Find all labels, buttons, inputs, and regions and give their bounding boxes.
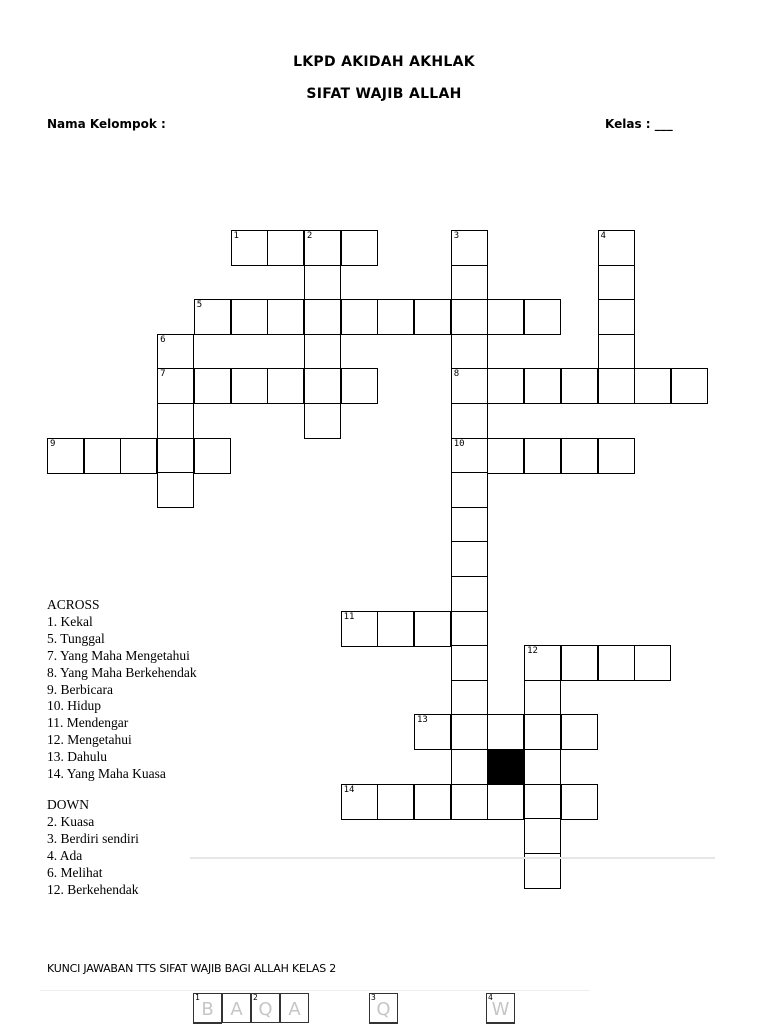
group-name-label: Nama Kelompok :	[47, 117, 166, 131]
crossword-cell[interactable]	[524, 299, 561, 335]
crossword-cell[interactable]	[634, 368, 671, 404]
crossword-cell[interactable]	[524, 784, 561, 820]
across-clue: 8. Yang Maha Berkehendak	[47, 664, 197, 680]
answer-number: 4	[488, 993, 493, 1002]
crossword-cell[interactable]	[487, 438, 524, 474]
crossword-cell[interactable]	[157, 438, 194, 474]
crossword-cell[interactable]	[414, 299, 451, 335]
crossword-cell[interactable]	[451, 680, 488, 716]
clue-number: 14	[343, 784, 355, 795]
across-clue: 10. Hidup	[47, 698, 101, 714]
crossword-cell[interactable]	[598, 334, 635, 370]
crossword-cell[interactable]	[561, 368, 598, 404]
crossword-cell[interactable]	[84, 438, 121, 474]
crossword-cell[interactable]	[304, 230, 341, 266]
worksheet-title: LKPD AKIDAH AKHLAK	[293, 54, 475, 70]
crossword-cell[interactable]	[451, 576, 488, 612]
answer-letter: A	[288, 999, 301, 1020]
crossword-cell[interactable]	[414, 784, 451, 820]
across-heading: ACROSS	[47, 597, 100, 612]
down-list	[47, 814, 139, 899]
crossword-cell[interactable]	[598, 299, 635, 335]
clue-number: 4	[600, 231, 606, 241]
crossword-cell[interactable]	[598, 368, 635, 404]
crossword-cell[interactable]	[451, 645, 488, 681]
crossword-cell[interactable]	[451, 403, 488, 439]
crossword-cell[interactable]	[451, 438, 488, 474]
crossword-cell[interactable]	[194, 438, 231, 474]
down-clues	[47, 797, 139, 898]
answer-number: 3	[371, 993, 376, 1002]
crossword-cell[interactable]	[487, 784, 524, 820]
down-clue: 2. Kuasa	[47, 813, 95, 829]
across-clue: 14. Yang Maha Kuasa	[47, 766, 166, 782]
across-list	[47, 614, 197, 783]
crossword-cell[interactable]	[157, 403, 194, 439]
answer-number: 2	[253, 993, 258, 1002]
crossword-cell[interactable]	[598, 230, 635, 266]
blocked-cell	[487, 749, 524, 785]
crossword-cell[interactable]	[451, 368, 488, 404]
answer-letter: W	[491, 999, 510, 1020]
crossword-cell[interactable]	[451, 472, 488, 508]
across-clues	[47, 597, 197, 783]
crossword-cell[interactable]	[524, 680, 561, 716]
crossword-cell[interactable]	[561, 784, 598, 820]
crossword-cell[interactable]	[341, 299, 378, 335]
crossword-cell[interactable]	[451, 507, 488, 543]
crossword-cell[interactable]	[524, 368, 561, 404]
across-clue: 12. Mengetahui	[47, 732, 132, 748]
crossword-cell[interactable]	[377, 784, 414, 820]
crossword-cell[interactable]	[377, 611, 414, 647]
crossword-cell[interactable]	[524, 714, 561, 750]
down-clue: 3. Berdiri sendiri	[47, 830, 139, 846]
crossword-cell[interactable]	[341, 784, 378, 820]
crossword-cell[interactable]	[451, 611, 488, 647]
crossword-cell[interactable]	[561, 714, 598, 750]
crossword-cell[interactable]	[598, 645, 635, 681]
worksheet-subtitle: SIFAT WAJIB ALLAH	[306, 86, 462, 102]
crossword-cell[interactable]	[157, 368, 194, 404]
crossword-cell[interactable]	[524, 438, 561, 474]
across-clue: 5. Tunggal	[47, 630, 105, 646]
crossword-cell[interactable]	[304, 403, 341, 439]
crossword-cell[interactable]	[341, 611, 378, 647]
across-clue: 7. Yang Maha Mengetahui	[47, 647, 190, 663]
crossword-cell[interactable]	[304, 368, 341, 404]
down-clue: 6. Melihat	[47, 864, 103, 880]
clue-number: 13	[417, 715, 428, 726]
crossword-cell[interactable]	[451, 230, 488, 266]
crossword-cell[interactable]	[451, 784, 488, 820]
clue-number: 7	[160, 369, 166, 380]
answer-letter: Q	[376, 999, 391, 1020]
crossword-cell[interactable]	[267, 299, 304, 335]
crossword-cell[interactable]	[304, 334, 341, 370]
clue-number: 6	[160, 334, 166, 345]
crossword-cell[interactable]	[524, 645, 561, 681]
crossword-cell[interactable]	[451, 714, 488, 750]
crossword-cell[interactable]	[341, 230, 378, 266]
crossword-cell[interactable]	[377, 299, 414, 335]
answer-key-title: KUNCI JAWABAN TTS SIFAT WAJIB BAGI ALLAH KELAS 2	[47, 962, 337, 975]
clue-number: 1	[233, 231, 239, 241]
answer-letter: B	[201, 999, 214, 1020]
answer-letter: A	[230, 999, 243, 1020]
crossword-cell[interactable]	[671, 368, 708, 404]
crossword-cell[interactable]	[157, 334, 194, 370]
crossword-cell[interactable]	[561, 438, 598, 474]
across-clue: 1. Kekal	[47, 613, 93, 629]
class-label: Kelas : ___	[605, 117, 673, 131]
crossword-cell[interactable]	[487, 368, 524, 404]
crossword-cell[interactable]	[487, 299, 524, 335]
clue-number: 5	[196, 300, 203, 311]
crossword-cell[interactable]	[231, 368, 268, 404]
crossword-cell[interactable]	[267, 230, 304, 266]
crossword-cell[interactable]	[451, 749, 488, 785]
clue-number: 2	[306, 231, 313, 241]
crossword-cell[interactable]	[231, 299, 268, 335]
answer-letter: Q	[258, 999, 273, 1020]
crossword-cell[interactable]	[451, 265, 488, 301]
crossword-cell[interactable]	[304, 265, 341, 301]
crossword-cell[interactable]	[157, 472, 194, 508]
crossword-cell[interactable]	[451, 541, 488, 577]
crossword-cell[interactable]	[194, 299, 231, 335]
crossword-cell[interactable]	[267, 368, 304, 404]
clue-number: 3	[453, 231, 460, 241]
clue-number: 9	[50, 438, 56, 449]
answer-divider	[40, 990, 590, 991]
across-clue: 9. Berbicara	[47, 681, 113, 697]
crossword-cell[interactable]	[120, 438, 157, 474]
crossword-cell[interactable]	[304, 299, 341, 335]
down-clue: 4. Ada	[47, 847, 83, 863]
across-clue: 11. Mendengar	[47, 715, 129, 731]
across-clue: 13. Dahulu	[47, 749, 107, 765]
section-divider	[190, 857, 715, 859]
crossword-cell[interactable]	[598, 265, 635, 301]
crossword-cell[interactable]	[341, 368, 378, 404]
crossword-cell[interactable]	[47, 438, 84, 474]
crossword-cell[interactable]	[451, 299, 488, 335]
crossword-cell[interactable]	[561, 645, 598, 681]
crossword-cell[interactable]	[634, 645, 671, 681]
crossword-cell[interactable]	[414, 714, 451, 750]
crossword-cell[interactable]	[414, 611, 451, 647]
crossword-cell[interactable]	[598, 438, 635, 474]
clue-number: 10	[453, 438, 465, 449]
down-heading: DOWN	[47, 797, 89, 812]
crossword-cell[interactable]	[231, 230, 268, 266]
crossword-cell[interactable]	[487, 714, 524, 750]
crossword-cell[interactable]	[451, 334, 488, 370]
answer-number: 1	[195, 993, 200, 1002]
clue-number: 8	[453, 369, 460, 380]
down-clue: 12. Berkehendak	[47, 881, 139, 897]
crossword-cell[interactable]	[194, 368, 231, 404]
clue-number: 12	[527, 646, 538, 657]
crossword-cell[interactable]	[524, 818, 561, 854]
crossword-cell[interactable]	[524, 749, 561, 785]
clue-number: 11	[343, 611, 355, 622]
